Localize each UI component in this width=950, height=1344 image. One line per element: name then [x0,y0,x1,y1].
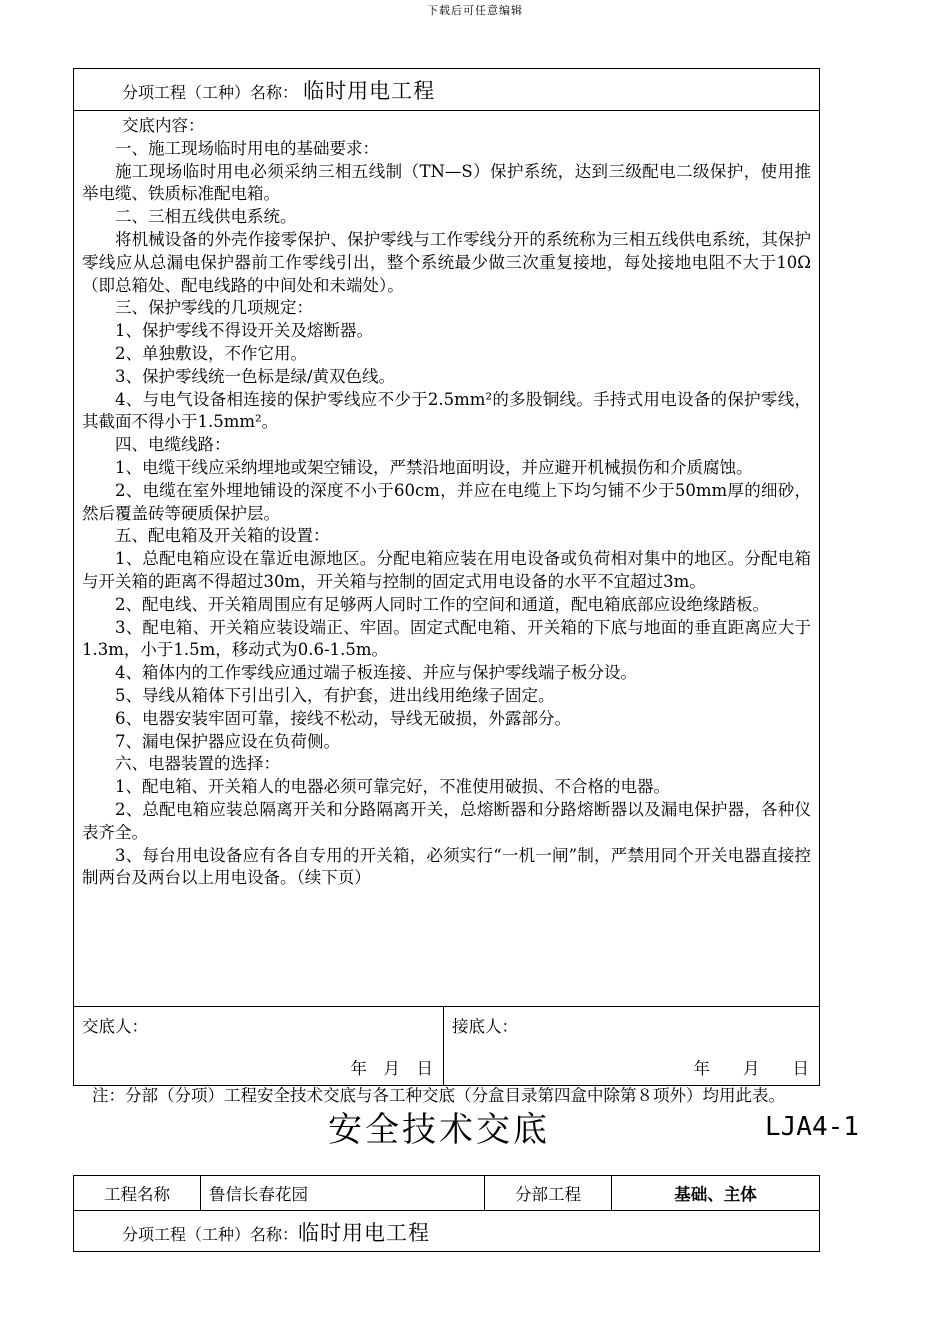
content-paragraph: 3、保护零线统一色标是绿/黄双色线。 [115,366,396,386]
disclosure-table-top [73,68,820,1086]
subproject-value-bottom: 临时用电工程 [298,1221,431,1245]
project-name-value: 鲁信长春花园 [201,1176,485,1211]
content-paragraph: 将机械设备的外壳作接零保护、保护零线与工作零线分开的系统称为三相五线供电系统，其保护零线应从总漏电保护器前工作零线引出，整个系统最少做三次重复接地，每处接地电阻不大于10Ω（即总箱处、配电线路的中间处和未端处）。 [82,229,811,295]
content-paragraph: 4、与电气设备相连接的保护零线应不少于2.5mm²的多股铜线。手持式用电设备的保护零线，其截面不得小于1.5mm²。 [82,389,811,432]
giver-cell [74,1007,444,1086]
content-paragraph: 4、箱体内的工作零线应通过端子板连接、并应与保护零线端子板分设。 [115,663,637,683]
content-paragraph: 7、漏电保护器应设在负荷侧。 [115,731,340,751]
content-paragraph: 三、保护零线的几项规定： [115,298,313,318]
content-paragraph: 3、配电箱、开关箱应装设端正、牢固。固定式配电箱、开关箱的下底与地面的垂直距离应大于1.3m，小于1.5m，移动式为0.6-1.5m。 [82,617,811,660]
content-paragraph: 2、配电线、开关箱周围应有足够两人同时工作的空间和通道，配电箱底部应设绝缘踏板。 [115,594,769,614]
content-paragraph: 六、电器装置的选择： [115,754,280,774]
division-value: 基础、主体 [612,1176,820,1211]
subproject-label-bottom: 分项工程（工种）名称： [122,1225,299,1244]
content-cell [74,111,820,1007]
receiver-date: 年 月 日 [693,1059,809,1078]
giver-label: 交底人： [82,1017,148,1036]
subproject-row-bottom [74,1211,820,1252]
footnote: 注：分部（分项）工程安全技术交底与各工种交底（分盒目录第四盒中除第８项外）均用此表。 [92,1086,785,1105]
content-paragraph: 6、电器安装牢固可靠，接线不松动，导线无破损，外露部分。 [115,708,571,728]
content-paragraph: 二、三相五线供电系统。 [115,207,297,227]
disclosure-content [74,111,819,1006]
disclosure-table-bottom [73,1175,820,1252]
content-paragraph: 1、配电箱、开关箱人的电器必须可靠完好，不准使用破损、不合格的电器。 [115,777,670,797]
header-note: 下载后可任意编辑 [427,4,523,17]
content-paragraph: 交底内容： [122,116,205,135]
document-title: 安全技术交底 [328,1110,550,1150]
content-paragraph: 四、电缆线路： [115,435,231,455]
document-code: LJA4-1 [765,1112,859,1142]
receiver-cell [444,1007,820,1086]
subproject-label: 分项工程（工种）名称： [122,83,299,102]
content-paragraph: 一、施工现场临时用电的基础要求： [115,138,379,158]
content-paragraph: 1、总配电箱应设在靠近电源地区。分配电箱应装在用电设备或负荷相对集中的地区。分配电箱与开关箱的距离不得超过30m，开关箱与控制的固定式用电设备的水平不宜超过3m。 [82,549,811,591]
content-paragraph: 5、导线从箱体下引出引入，有护套，进出线用绝缘子固定。 [115,685,555,705]
content-paragraph: 2、电缆在室外埋地铺设的深度不小于60cm，并应在电缆上下均匀铺不少于50mm厚的细砂，然后覆盖砖等硬质保护层。 [82,480,811,523]
giver-date: 年 月 日 [350,1059,433,1078]
content-paragraph: 2、总配电箱应装总隔离开关和分路隔离开关，总熔断器和分路熔断器以及漏电保护器，各种仪表齐全。 [82,799,811,842]
subproject-value: 临时用电工程 [303,79,436,103]
content-paragraph: 3、每台用电设备应有各自专用的开关箱，必须实行“一机一闸”制，严禁用同个开关电器直接控制两台及两台以上用电设备。（续下页） [82,845,811,888]
content-paragraph: 五、配电箱及开关箱的设置： [115,526,330,546]
division-label: 分部工程 [485,1176,612,1211]
project-name-label: 工程名称 [74,1176,201,1211]
content-paragraph: 2、单独敷设，不作它用。 [115,343,307,363]
subproject-row [74,69,820,111]
content-paragraph: 施工现场临时用电必须采纳三相五线制（TN—S）保护系统，达到三级配电二级保护，使用推举电缆、铁质标准配电箱。 [82,161,811,204]
receiver-label: 接底人： [452,1017,518,1036]
content-paragraph: 1、电缆干线应采纳埋地或架空铺设，严禁沿地面明设，并应避开机械损伤和介质腐蚀。 [115,457,753,477]
content-paragraph: 1、保护零线不得设开关及熔断器。 [115,321,373,341]
